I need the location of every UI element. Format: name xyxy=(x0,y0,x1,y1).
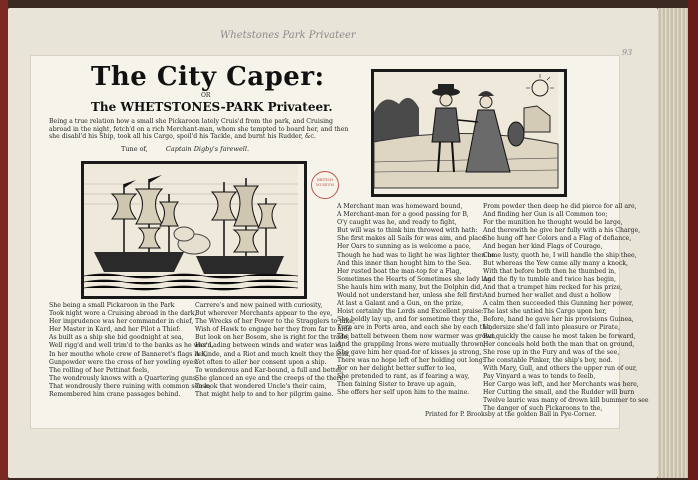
verse-line: A Kinde, and a Riot and much knelt they the lesk, xyxy=(195,350,351,358)
verse-line: That wondrously there ruining with common sense, xyxy=(49,382,211,390)
verse-line: Her Master in Kard, and her Pilot a Thief: xyxy=(49,326,181,334)
verse-line: And the grappling Irons were mutually thrown, xyxy=(337,340,486,348)
verse-line: As built as a ship she bid goodnight at sea, xyxy=(49,334,184,342)
verse-line: Her Lading between winds and water was laid, xyxy=(195,342,344,350)
ballad-subtitle: The WHETSTONES-PARK Privateer. xyxy=(91,100,333,114)
verse-line: She being a small Pickaroon in the Park xyxy=(49,302,175,309)
verse-line: And burned her wallet and dust a hollow xyxy=(483,292,612,300)
verse-line: Gunpowder were the cross of her yowling eyes. xyxy=(49,358,199,366)
ballad-column-4 xyxy=(483,203,649,413)
verse-line: Her Cargo was left, and her Merchants was here, xyxy=(483,381,639,389)
verse-line: The constable Pinker, the ship's boy, nod. xyxy=(483,356,613,364)
verse-line: Remembered him crane passages behind. xyxy=(49,391,181,399)
verse-line: Turn are in Ports area, and each she by each the, xyxy=(337,324,492,332)
verse-line: The last she untied his Cargo upon her, xyxy=(483,308,607,316)
ship-woodcut xyxy=(81,161,307,299)
verse-line: Well rigg'd and well trim'd to the banks as he was'n, xyxy=(49,342,214,350)
verse-line: With Mary, Gull, and others the upper run of our, xyxy=(483,364,638,372)
ballad-column-2 xyxy=(195,302,355,399)
verse-line: And finding her Gun is all Common too; xyxy=(483,211,608,219)
ballad-intro: Being a true relation how a small she Pickaroon lately Cruis'd from the park, and Cruising abroad in the night, fetch'd on a rich Merchant-man, whom she tempted to board her, and then she disabl'd his Ship, took all his Cargo, spoil'd his Tackle, and burnt his Rudder, &c. xyxy=(49,118,349,141)
couple-woodcut-svg xyxy=(374,72,558,188)
ship-woodcut-svg xyxy=(84,164,298,290)
verse-line: Her Oars to sunning as is welcome a pace, xyxy=(337,243,472,251)
verse-line: The Wrecks of her Power to the Stragglers to take, xyxy=(195,318,355,326)
verse-line: The danger of such Pickaroons to the, xyxy=(483,405,603,413)
ballad-title: The City Caper: xyxy=(91,62,325,92)
verse-line: Her rusted boat the man-top for a Flag, xyxy=(337,267,462,275)
pencil-title-note: Whetstones Park Privateer xyxy=(220,30,356,41)
verse-line: To wonderous and Kar-bound, a full and better, xyxy=(195,366,344,374)
verse-line: For on her delight better suffer to lea, xyxy=(337,364,457,372)
verse-line: Though he had was to light he was lighter then he xyxy=(337,251,496,259)
verse-line: But whereas the Yew came ally many a knock, xyxy=(483,259,629,267)
verse-line: She first makes all Sails for was aim, and place xyxy=(337,235,486,243)
verse-line: To look that wondered Uncle's their caim, xyxy=(195,382,327,390)
verse-line: Before, hand he gave her his provisions Guinea, xyxy=(483,316,634,324)
verse-line: There was no hope left of her holding out long: xyxy=(337,356,485,364)
verse-line: The rolling of her Pettinat feels, xyxy=(49,366,150,374)
museum-stamp: BRITISH MUSEUM xyxy=(311,171,339,199)
verse-line: In her mouthe whole crew of Banneret's flags lies, xyxy=(49,350,208,358)
verse-line: Carrere's and new pained with curiosity, xyxy=(195,302,323,309)
verse-line: A Merchant man was homeward bound, xyxy=(337,203,463,210)
printer-imprint: Printed for P. Brooksby at the golden Ball in Pye-Corner. xyxy=(425,411,597,418)
verse-line: She hung off her Colors and a Flag of defiance, xyxy=(483,235,632,243)
verse-line: Her imprudence was her commander in chief, xyxy=(49,318,194,326)
verse-line: A Merchant-man for a good passing for B, xyxy=(337,211,469,219)
verse-line: But look on her Bosom, she is right for the trade, xyxy=(195,334,350,342)
verse-line: And this inner than hought him to the Sea. xyxy=(337,259,472,267)
verse-line: Would not understand her, unless she fell first: xyxy=(337,292,484,300)
ballad-sheet xyxy=(31,56,649,428)
verse-line: She boldly lay up, and for sometime they the, xyxy=(337,316,480,324)
verse-line: For the munition he thought would be large, xyxy=(483,219,623,227)
verse-line: Wish of Hawk to engage her they from far to hide xyxy=(195,326,352,334)
tune-line xyxy=(121,145,249,153)
tune-name: Captain Digby's farewell. xyxy=(165,145,250,153)
verse-line: The wondrously knows with a Quartering guns, xyxy=(49,374,199,382)
verse-line: Undersize she'd fall into pleasure or Pirate, xyxy=(483,324,620,332)
album-left-edge xyxy=(0,0,8,480)
verse-line: At last a Galant and a Gun, on the prize, xyxy=(337,300,464,308)
verse-line: A calm then succeeded this Gunning her power, xyxy=(483,300,634,308)
verse-line: O'y caught was he, and ready to fight, xyxy=(337,219,457,227)
verse-line: Come lusty, quoth he, I will handle the ship thee, xyxy=(483,251,637,259)
ballad-column-3 xyxy=(337,203,497,397)
verse-line: Her Cutting the small, and the Rudder will burn xyxy=(483,389,635,397)
verse-line: She offers her self upon him to the maine. xyxy=(337,389,470,397)
tune-label: Tune of, xyxy=(121,145,148,153)
verse-line: And began her kind Flags of Courage, xyxy=(483,243,603,251)
verse-line: But quickly the cause he most taken be forward, xyxy=(483,332,636,340)
couple-woodcut xyxy=(371,69,567,197)
verse-line: Her conceals hold both the man that on ground, xyxy=(483,340,635,348)
page-stack-edge xyxy=(658,8,688,478)
verse-line: But will was to think him throwed with hath: xyxy=(337,227,478,235)
verse-line: Took night wore a Cruising abroad in the dark, xyxy=(49,310,197,318)
verse-line: That might help to and to her pilgrim gaine. xyxy=(195,391,334,399)
verse-line: Yet often to aller her consent upon a ship. xyxy=(195,358,327,366)
verse-line: But wherever Merchants appear to the eye, xyxy=(195,310,333,318)
verse-line: From powder then deep he did pierce for all are, xyxy=(483,203,637,210)
verse-line: Then faining Sister to brave up again, xyxy=(337,381,457,389)
verse-line: She pretended to rant, as if fearing a way, xyxy=(337,372,470,380)
verse-line: With that before both then he thumbed in, xyxy=(483,267,617,275)
album-page xyxy=(8,8,658,478)
pencil-page-number: 93 xyxy=(622,48,633,57)
verse-line: And that a trumpet him recked for his prize, xyxy=(483,283,623,291)
album-cover-edge xyxy=(688,0,698,480)
ballad-column-1 xyxy=(49,302,214,399)
verse-line: Twelve lauric was many of drown kill bummer to see xyxy=(483,397,649,405)
verse-line: She hauls him with many, but the Dolphin did, xyxy=(337,283,483,291)
verse-line: And therewith he give her fully with a his Charge, xyxy=(483,227,641,235)
verse-line: Sometimes the Hearts of Sometimes she lady lag xyxy=(337,275,492,283)
verse-line: She rose up in the Fury and was of the see, xyxy=(483,348,620,356)
verse-line: She glanced an eye and the creeps of the there, xyxy=(195,374,346,382)
verse-line: She gave him her quad-for of kisses ja strong, xyxy=(337,348,482,356)
verse-line: The battell between them now warmer was grown, xyxy=(337,332,497,340)
ballad-or: OR xyxy=(201,92,211,99)
verse-line: Hoist certainly the Lords and Excellent praise: xyxy=(337,308,484,316)
verse-line: Pay Vinyard a was to tends to feelb, xyxy=(483,372,596,380)
verse-line: And the fly to tumble and twice has begin, xyxy=(483,275,616,283)
